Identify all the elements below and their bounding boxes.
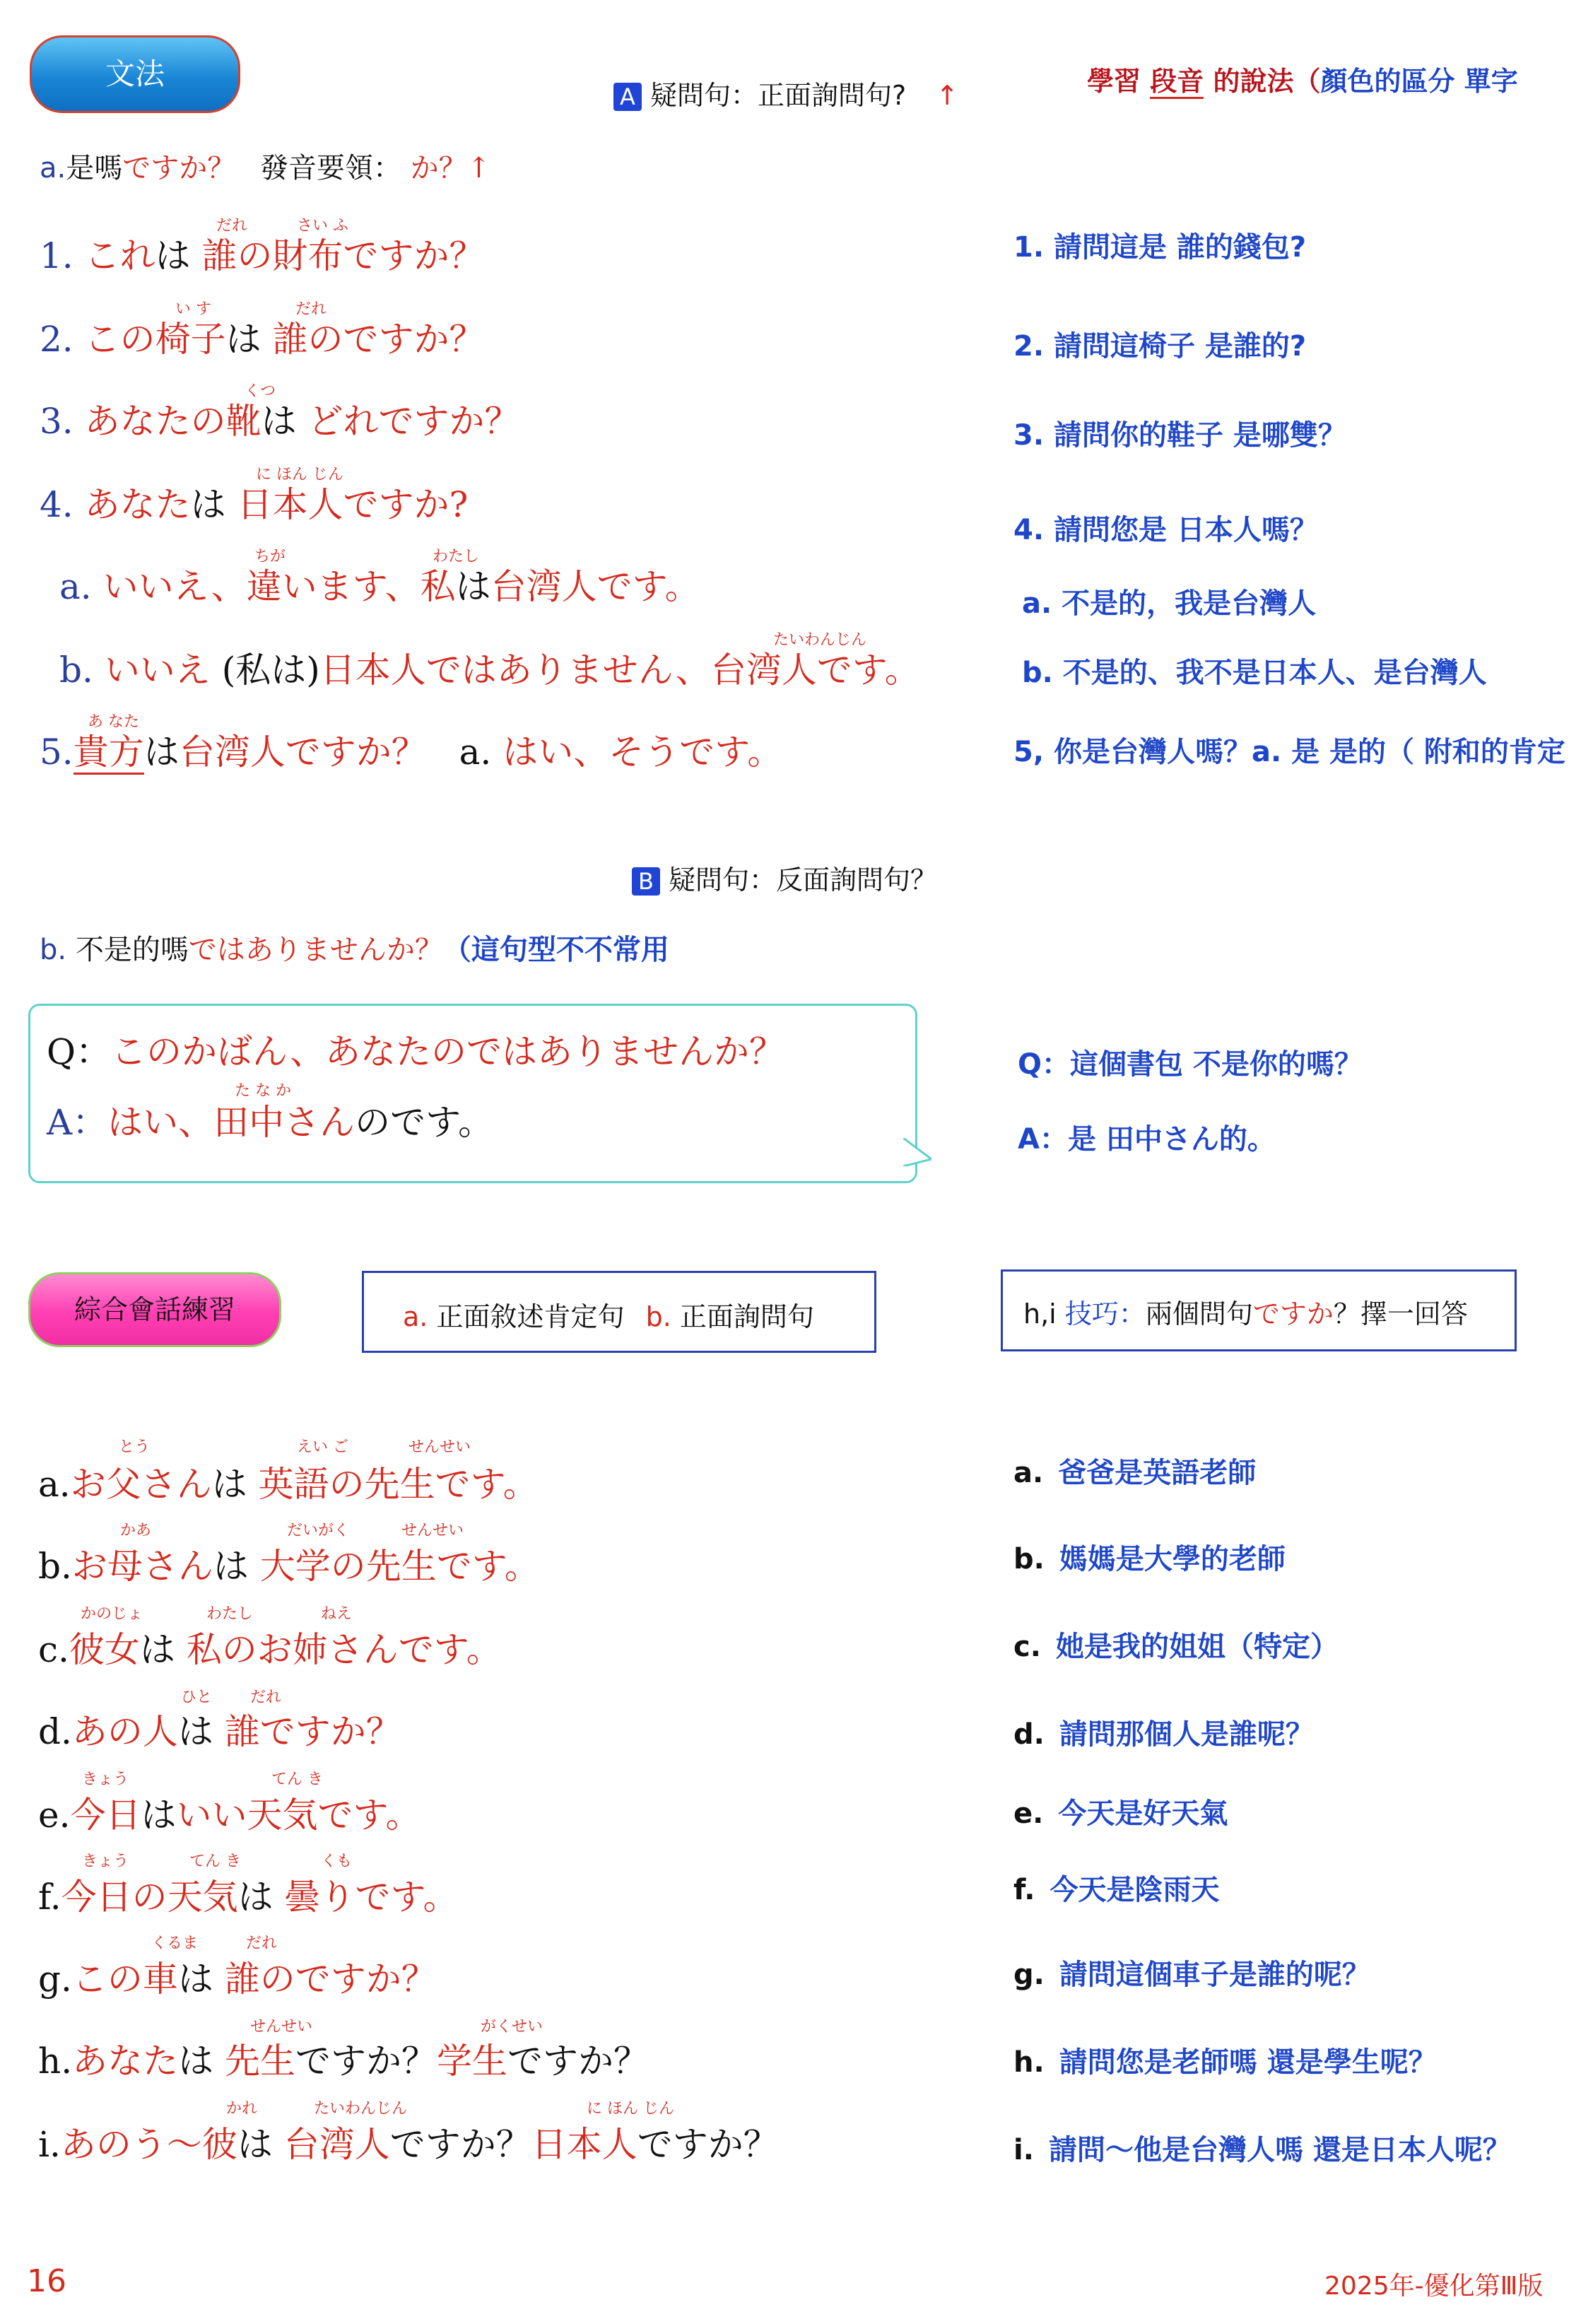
dialog-answer: A：はい、田中さんのです。	[47, 1102, 494, 1143]
practice-h: h.あなたは 先生ですか？学生ですか？	[38, 2041, 649, 2082]
edition-label: 2025年-優化第Ⅲ版	[1324, 2272, 1544, 2301]
practice-trans-b: b. 媽媽是大學的老師	[1013, 1543, 1286, 1575]
section-b-badge: B	[632, 867, 660, 896]
practice-d: d.あの人は 誰ですか？	[38, 1711, 401, 1752]
grammar-pill: 文法	[30, 35, 240, 113]
point-b-label: b. 不是的嗎ではありませんか？（這句型不不常用	[40, 934, 669, 966]
practice-trans-i: i. 請問～他是台灣人嗎 還是日本人呢？	[1013, 2134, 1511, 2166]
point-a-label: a.是嗎ですか？ 發音要領： か？↑	[40, 152, 491, 184]
top-right-note: 學習 段音 的說法（顏色的區分 單字	[1087, 59, 1518, 98]
sentence-a4: 4. あなたは 日本人ですか?	[40, 484, 469, 525]
practice-c: c.彼女は 私のお姉さんです。	[38, 1629, 502, 1670]
practice-i: i.あのう～彼は 台湾人ですか？日本人ですか？	[38, 2124, 779, 2165]
practice-b: b.お母さんは 大学の先生です。	[38, 1546, 540, 1587]
trans-a4b: b. 不是的、我不是日本人、是台灣人	[1022, 657, 1487, 689]
sentence-a2: 2. この椅子は 誰のですか？	[40, 319, 485, 360]
dialog-answer-trans: A：是 田中さん的。	[1018, 1123, 1276, 1156]
trans-a1: 1. 請問這是 誰的錢包?	[1013, 231, 1307, 264]
practice-a: a.お父さんは 英語の先生です。	[38, 1464, 539, 1505]
practice-f: f.今日の天気は 曇りです。	[38, 1877, 459, 1918]
trans-a5: 5, 你是台灣人嗎？a. 是 是的（ 附和的肯定	[1013, 736, 1565, 768]
trans-a4a: a. 不是的，我是台灣人	[1022, 587, 1317, 620]
practice-trans-g: g. 請問這個車子是誰的呢？	[1013, 1959, 1370, 1991]
speech-tail	[903, 1138, 931, 1166]
trans-a3: 3. 請問你的鞋子 是哪雙？	[1013, 419, 1346, 452]
section-b-title: B 疑問句：反面詢問句？	[632, 858, 937, 897]
section-a-badge: A	[613, 83, 642, 111]
practice-trans-e: e. 今天是好天氣	[1013, 1797, 1228, 1830]
dialog-question: Q：このかばん、あなたのではありませんか？	[47, 1031, 784, 1072]
sentence-a1: 1. これは 誰の財布ですか？	[40, 235, 485, 276]
sentence-a4-answer-a: a. いいえ、違います、私は台湾人です。	[59, 566, 700, 607]
practice-g: g.この車は 誰のですか？	[38, 1959, 437, 2000]
trans-a2: 2. 請問這椅子 是誰的?	[1013, 330, 1307, 363]
section-a-title: A 疑問句：正面詢問句? ↑	[613, 74, 958, 112]
practice-trans-h: h. 請問您是老師嗎 還是學生呢？	[1013, 2046, 1437, 2079]
up-arrow-icon: ↑	[936, 80, 959, 111]
sentence-a5: 5.貴方は台湾人ですか？ a. はい、そうです。	[40, 724, 782, 775]
sentence-a3: 3. あなたの靴は どれですか？	[40, 401, 520, 442]
hint-box-2-text: h,i 技巧：兩個問句ですか？擇一回答	[1023, 1298, 1468, 1330]
dialog-question-trans: Q：這個書包 不是你的嗎？	[1018, 1048, 1363, 1081]
practice-e: e.今日はいい天気です。	[38, 1795, 421, 1836]
practice-trans-d: d. 請問那個人是誰呢？	[1013, 1718, 1314, 1751]
sentence-a4-answer-b: b. いいえ (私は)日本人ではありません、台湾人です。	[59, 650, 920, 691]
page-number: 16	[27, 2263, 66, 2299]
practice-pill: 綜合會話練習	[28, 1272, 281, 1347]
practice-trans-c: c. 她是我的姐姐（特定）	[1013, 1631, 1339, 1663]
hint-box-1-text: a. 正面敘述肯定句 b. 正面詢問句	[403, 1301, 814, 1332]
trans-a4: 4. 請問您是 日本人嗎？	[1013, 514, 1318, 546]
practice-trans-a: a. 爸爸是英語老師	[1013, 1457, 1257, 1489]
practice-trans-f: f. 今天是陰雨天	[1013, 1874, 1220, 1906]
